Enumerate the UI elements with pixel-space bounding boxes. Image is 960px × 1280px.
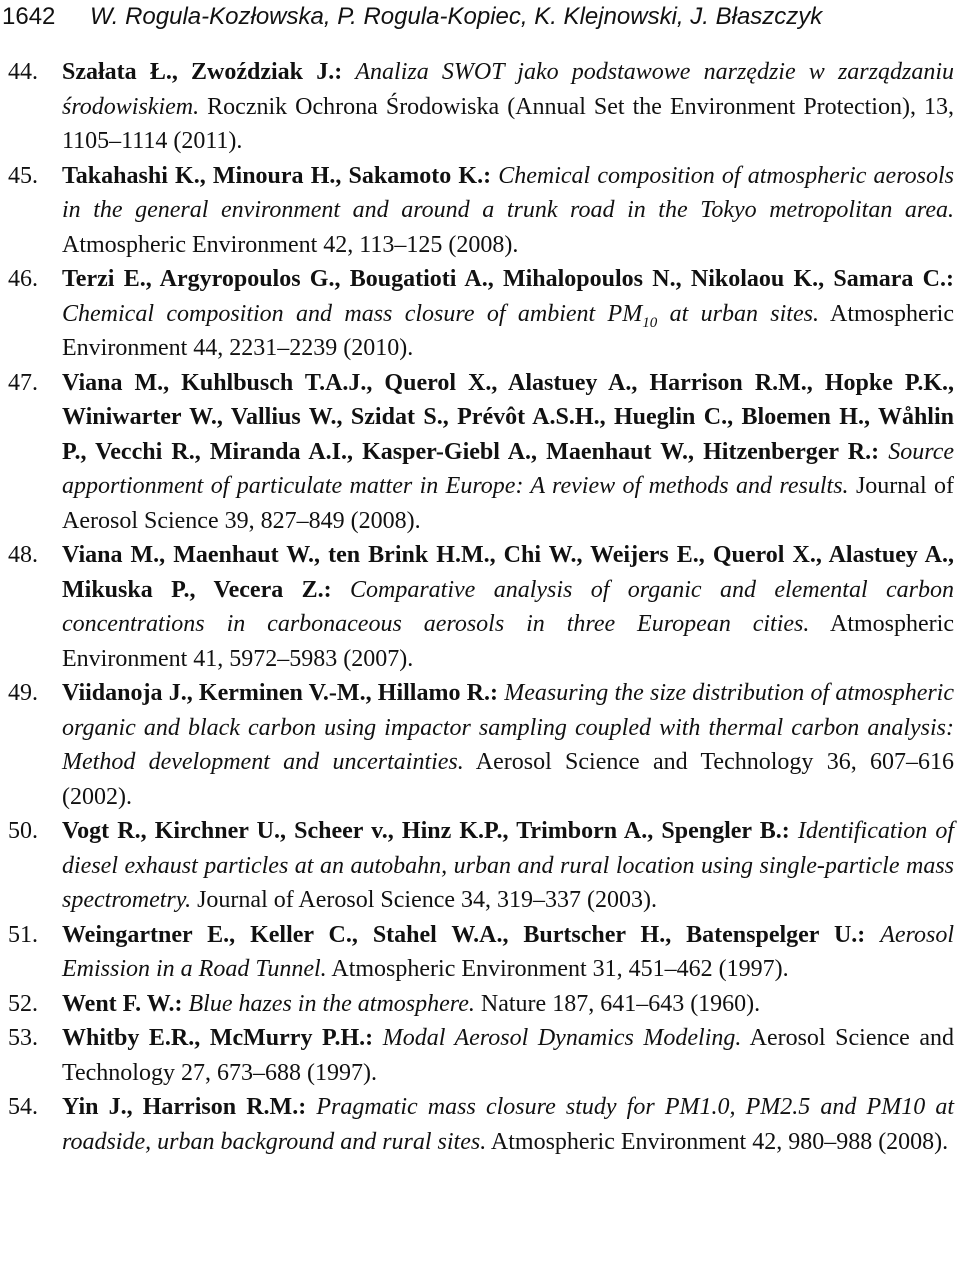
reference-source: Atmospheric Environment 42, 980–988 (2008). xyxy=(490,1128,949,1155)
reference-title: Identification of diesel exhaust particles at an autobahn, urban and rural location using single-particle mass spectrometry. xyxy=(62,818,954,913)
pm-subscript: 10 xyxy=(642,314,658,331)
reference-list xyxy=(0,55,960,1159)
reference-number: 50. xyxy=(8,818,38,844)
reference-title: Analiza SWOT jako podstawowe narzędzie w zarządzaniu środowiskiem. xyxy=(62,59,954,120)
reference-title: Measuring the size distribution of atmospheric organic and black carbon using impactor sampling coupled with thermal carbon analysis: Method development and uncertainties. xyxy=(62,680,955,775)
reference-title: Blue hazes in the atmosphere. xyxy=(188,990,475,1017)
reference-source: Journal of Aerosol Science 39, 827–849 (2008). xyxy=(62,473,955,534)
reference-title xyxy=(62,300,819,331)
reference-title-tail: at urban sites. xyxy=(669,300,819,327)
reference-authors: Weingartner E., Keller C., Stahel W.A., Burtscher H., Batenspelger U.: xyxy=(62,921,866,948)
reference-item xyxy=(0,814,960,918)
reference-number: 47. xyxy=(8,369,38,396)
reference-authors: Viana M., Maenhaut W., ten Brink H.M., Chi W., Weijers E., Querol X., Alastuey A., Mikuska P., Vecera Z.: xyxy=(62,542,954,603)
reference-item xyxy=(0,159,960,263)
reference-authors: Went F. W.: xyxy=(62,990,183,1017)
reference-number: 54. xyxy=(8,1094,38,1120)
reference-source: Aerosol Science and Technology 36, 607–616 (2002). xyxy=(62,749,954,810)
reference-item xyxy=(0,1021,960,1090)
reference-authors: Vogt R., Kirchner U., Scheer v., Hinz K.P., Trimborn A., Spengler B.: xyxy=(62,818,790,844)
reference-item xyxy=(0,1090,960,1159)
reference-item xyxy=(0,262,960,366)
reference-title: Modal Aerosol Dynamics Modeling. xyxy=(382,1025,742,1051)
reference-authors: Szałata Ł., Zwoździak J.: xyxy=(62,59,343,85)
reference-authors: Yin J., Harrison R.M.: xyxy=(62,1094,307,1120)
reference-title: Comparative analysis of organic and elemental carbon concentrations in carbonaceous aerosols in three European cities. xyxy=(62,576,954,637)
reference-number: 49. xyxy=(8,680,38,706)
reference-item xyxy=(0,676,960,814)
reference-source: Nature 187, 641–643 (1960). xyxy=(480,990,761,1017)
reference-number: 45. xyxy=(8,162,38,189)
reference-item xyxy=(0,987,960,1022)
page-number: 1642 xyxy=(2,3,56,30)
reference-source: Atmospheric Environment 41, 5972–5983 (2007). xyxy=(62,611,954,672)
reference-number: 44. xyxy=(8,59,38,85)
reference-authors: Whitby E.R., McMurry P.H.: xyxy=(62,1025,374,1051)
reference-authors: Takahashi K., Minoura H., Sakamoto K.: xyxy=(62,162,492,189)
reference-title-main: Chemical composition and mass closure of ambient PM xyxy=(62,300,643,327)
reference-source: Journal of Aerosol Science 34, 319–337 (2003). xyxy=(197,887,658,913)
reference-authors: Viidanoja J., Kerminen V.-M., Hillamo R.: xyxy=(62,680,498,706)
reference-source: Rocznik Ochrona Środowiska (Annual Set the Environment Protection), 13, 1105–1114 (2011). xyxy=(62,93,954,154)
reference-title: Chemical composition of atmospheric aerosols in the general environment and around a trunk road in the Tokyo metropolitan area. xyxy=(62,162,954,223)
reference-item xyxy=(0,918,960,987)
reference-item xyxy=(0,55,960,159)
reference-item xyxy=(0,366,960,539)
reference-authors: Terzi E., Argyropoulos G., Bougatioti A., Mihalopoulos N., Nikolaou K., Samara C.: xyxy=(62,266,954,292)
reference-title: Pragmatic mass closure study for PM1.0, PM2.5 and PM10 at roadside, urban background and rural sites. xyxy=(62,1094,955,1155)
running-header xyxy=(2,2,952,32)
reference-title: Source apportionment of particulate matter in Europe: A review of methods and results. xyxy=(62,438,955,499)
reference-number: 51. xyxy=(8,921,38,948)
header-authors: W. Rogula-Kozłowska, P. Rogula-Kopiec, K. Klejnowski, J. Błaszczyk xyxy=(90,3,823,30)
reference-number: 46. xyxy=(8,266,38,292)
reference-source: Atmospheric Environment 44, 2231–2239 (2010). xyxy=(62,300,954,361)
reference-item xyxy=(0,538,960,676)
reference-source: Atmospheric Environment 42, 113–125 (2008). xyxy=(62,231,519,258)
reference-number: 52. xyxy=(8,990,38,1017)
reference-number: 48. xyxy=(8,542,38,568)
reference-source: Atmospheric Environment 31, 451–462 (1997). xyxy=(331,956,789,982)
reference-authors: Viana M., Kuhlbusch T.A.J., Querol X., Alastuey A., Harrison R.M., Hopke P.K., Winiwarter W., Vallius W., Szidat S., Prévôt A.S.H., Hueglin C., Bloemen H., Wåhlin P., Vecchi R., Miranda A.I., Kasper-Giebl A., Maenhaut W., Hitzenberger R.: xyxy=(62,369,954,465)
reference-source: Aerosol Science and Technology 27, 673–688 (1997). xyxy=(62,1025,955,1086)
reference-number: 53. xyxy=(8,1025,38,1051)
reference-title: Aerosol Emission in a Road Tunnel. xyxy=(62,921,955,982)
